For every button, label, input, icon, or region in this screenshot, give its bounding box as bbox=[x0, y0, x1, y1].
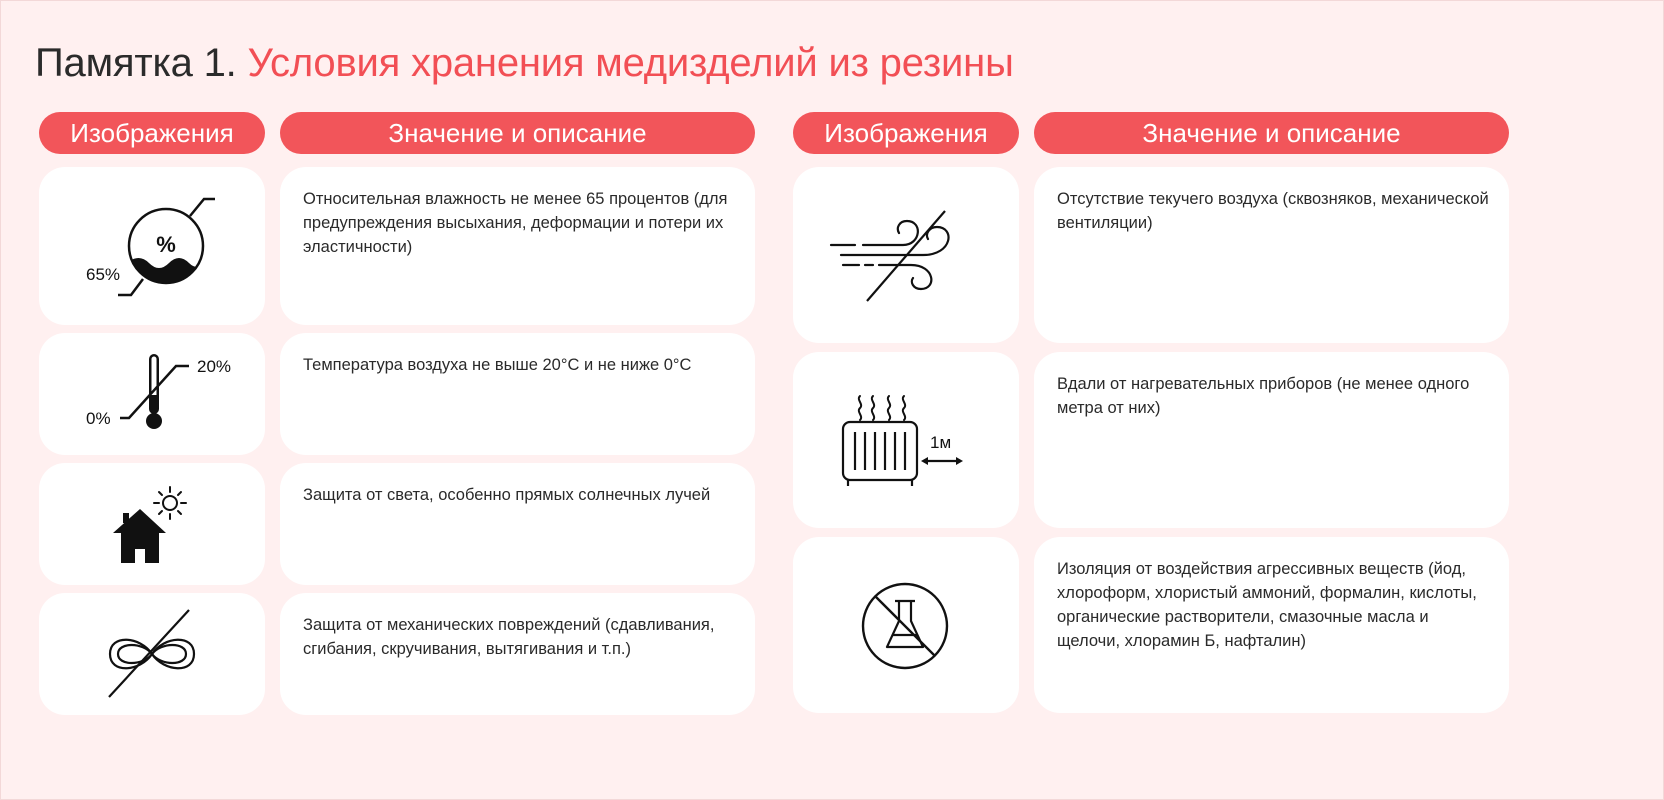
damage-card bbox=[39, 593, 265, 715]
page-title bbox=[35, 37, 1014, 89]
distance-label: 1м bbox=[930, 433, 952, 452]
no-twisting-icon bbox=[39, 593, 265, 715]
temperature-min-label: 0% bbox=[86, 409, 111, 428]
right-header-images: Изображения bbox=[793, 112, 1019, 154]
chemicals-description: Изоляция от воздействия агрессивных веществ (йод, хлороформ, хлористый аммоний, формалин, кислоты, органические растворители, смазочные масла и щелочи, хлорамин Б, нафталин) bbox=[1057, 560, 1477, 650]
chemicals-card bbox=[793, 537, 1019, 713]
humidity-description: Относительная влажность не менее 65 процентов (для предупреждения высыхания, деформации и потери их эластичности) bbox=[303, 190, 728, 256]
right-header-description: Значение и описание bbox=[1034, 112, 1509, 154]
humidity-icon bbox=[39, 167, 265, 325]
humidity-card bbox=[39, 167, 265, 325]
house-sun-icon bbox=[39, 463, 265, 585]
temperature-description: Температура воздуха не выше 20°С и не ниже 0°С bbox=[303, 356, 692, 374]
temperature-card bbox=[39, 333, 265, 455]
radiator-icon bbox=[793, 352, 1019, 528]
no-chemicals-icon bbox=[793, 537, 1019, 713]
temperature-max-label: 20% bbox=[197, 357, 232, 376]
heater-card bbox=[793, 352, 1019, 528]
heater-description: Вдали от нагревательных приборов (не менее одного метра от них) bbox=[1057, 375, 1470, 417]
humidity-label: 65% bbox=[86, 265, 121, 284]
light-description-card bbox=[280, 463, 755, 585]
airflow-description-card bbox=[1034, 167, 1509, 343]
left-header-images: Изображения bbox=[39, 112, 265, 154]
thermometer-icon bbox=[39, 333, 265, 455]
airflow-description: Отсутствие текучего воздуха (сквозняков, механической вентиляции) bbox=[1057, 190, 1489, 232]
heater-description-card bbox=[1034, 352, 1509, 528]
damage-description-card bbox=[280, 593, 755, 715]
page-title-main: Условия хранения медизделий из резины bbox=[247, 41, 1014, 85]
temperature-description-card bbox=[280, 333, 755, 455]
percent-symbol: % bbox=[156, 232, 176, 257]
chemicals-description-card bbox=[1034, 537, 1509, 713]
humidity-description-card bbox=[280, 167, 755, 325]
page-title-prefix: Памятка 1. bbox=[35, 41, 237, 85]
no-wind-icon bbox=[793, 167, 1019, 343]
left-header-description: Значение и описание bbox=[280, 112, 755, 154]
airflow-card bbox=[793, 167, 1019, 343]
damage-description: Защита от механических повреждений (сдавливания, сгибания, скручивания, вытягивания и т.п.) bbox=[303, 616, 715, 658]
light-description: Защита от света, особенно прямых солнечных лучей bbox=[303, 486, 711, 504]
light-card bbox=[39, 463, 265, 585]
